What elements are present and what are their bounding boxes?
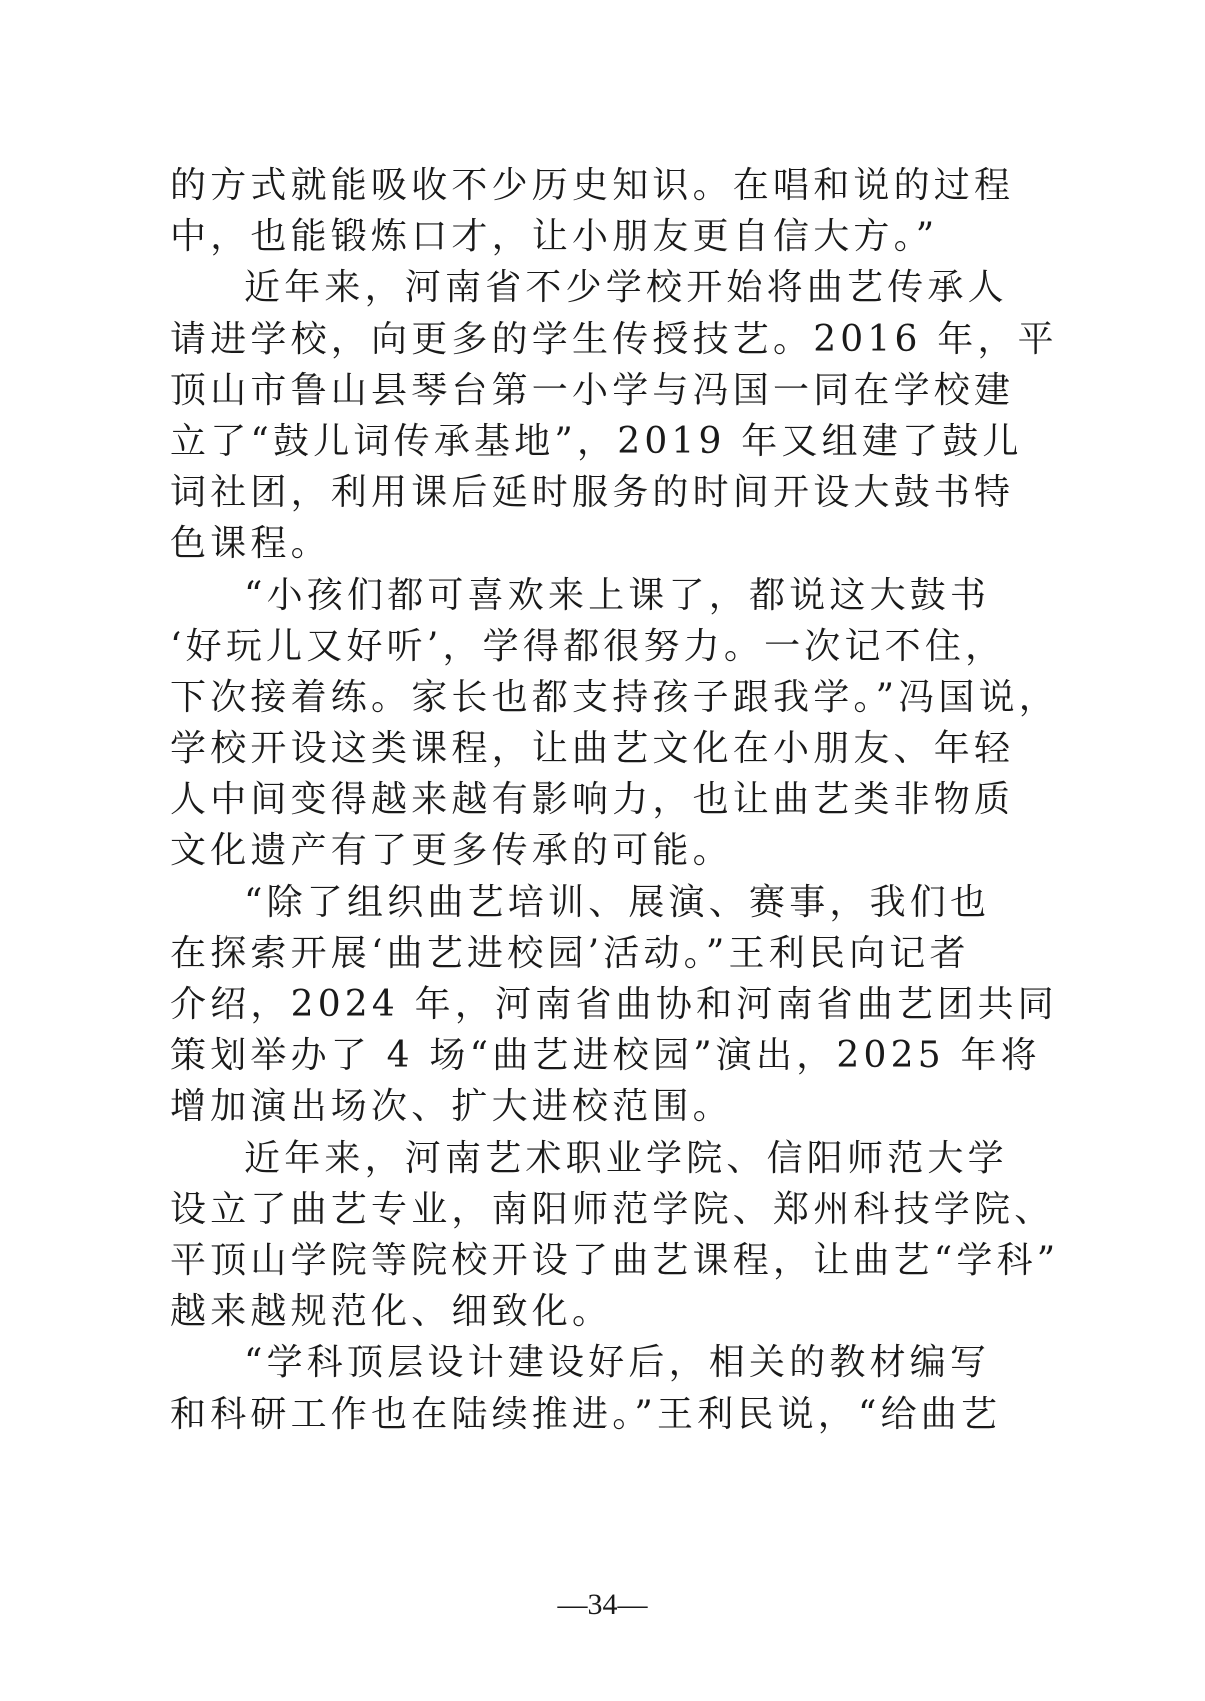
text-line: 立了“鼓儿词传承基地”，2019 年又组建了鼓儿 [170, 420, 1023, 462]
paragraph-start-line: “除了组织曲艺培训、展演、赛事，我们也 [244, 881, 991, 923]
text-line: 顶山市鲁山县琴台第一小学与冯国一同在学校建 [170, 369, 1015, 411]
page-number: —34— [557, 1588, 648, 1621]
text-line: 词社团，利用课后延时服务的时间开设大鼓书特 [170, 472, 1015, 514]
text-line: 策划举办了 4 场“曲艺进校园”演出，2025 年将 [170, 1035, 1041, 1077]
paragraph-start-line: 近年来，河南省不少学校开始将曲艺传承人 [244, 267, 1008, 309]
text-line: 学校开设这类课程，让曲艺文化在小朋友、年轻 [170, 728, 1015, 770]
text-line: 请进学校，向更多的学生传授技艺。2016 年，平 [170, 318, 1058, 360]
text-line: 色课程。 [170, 523, 331, 565]
text-line: 平顶山学院等院校开设了曲艺课程，让曲艺“学科” [170, 1239, 1060, 1281]
document-body [170, 160, 1060, 1440]
paragraph-start-line: “学科顶层设计建设好后，相关的教材编写 [244, 1342, 991, 1384]
text-line: 中，也能锻炼口才，让小朋友更自信大方。” [170, 216, 939, 258]
text-line: 人中间变得越来越有影响力，也让曲艺类非物质 [170, 779, 1015, 821]
text-line: 下次接着练。家长也都支持孩子跟我学。”冯国说， [170, 676, 1060, 718]
paragraph-start-line: “小孩们都可喜欢来上课了，都说这大鼓书 [244, 574, 991, 616]
text-line: 和科研工作也在陆续推进。”王利民说，“给曲艺 [170, 1393, 1002, 1435]
text-line: 介绍，2024 年，河南省曲协和河南省曲艺团共同 [170, 984, 1058, 1025]
text-line: 文化遗产有了更多传承的可能。 [170, 830, 733, 872]
text-line: 越来越规范化、细致化。 [170, 1291, 613, 1333]
text-line: ‘好玩儿又好听’，学得都很努力。一次记不住， [170, 625, 1006, 667]
text-line: 设立了曲艺专业，南阳师范学院、郑州科技学院、 [170, 1188, 1055, 1230]
text-line: 增加演出场次、扩大进校范围。 [170, 1086, 733, 1128]
text-line: 的方式就能吸收不少历史知识。在唱和说的过程 [170, 165, 1015, 206]
paragraph-start-line: 近年来，河南艺术职业学院、信阳师范大学 [244, 1137, 1008, 1179]
text-line: 在探索开展‘曲艺进校园’活动。”王利民向记者 [170, 932, 970, 974]
